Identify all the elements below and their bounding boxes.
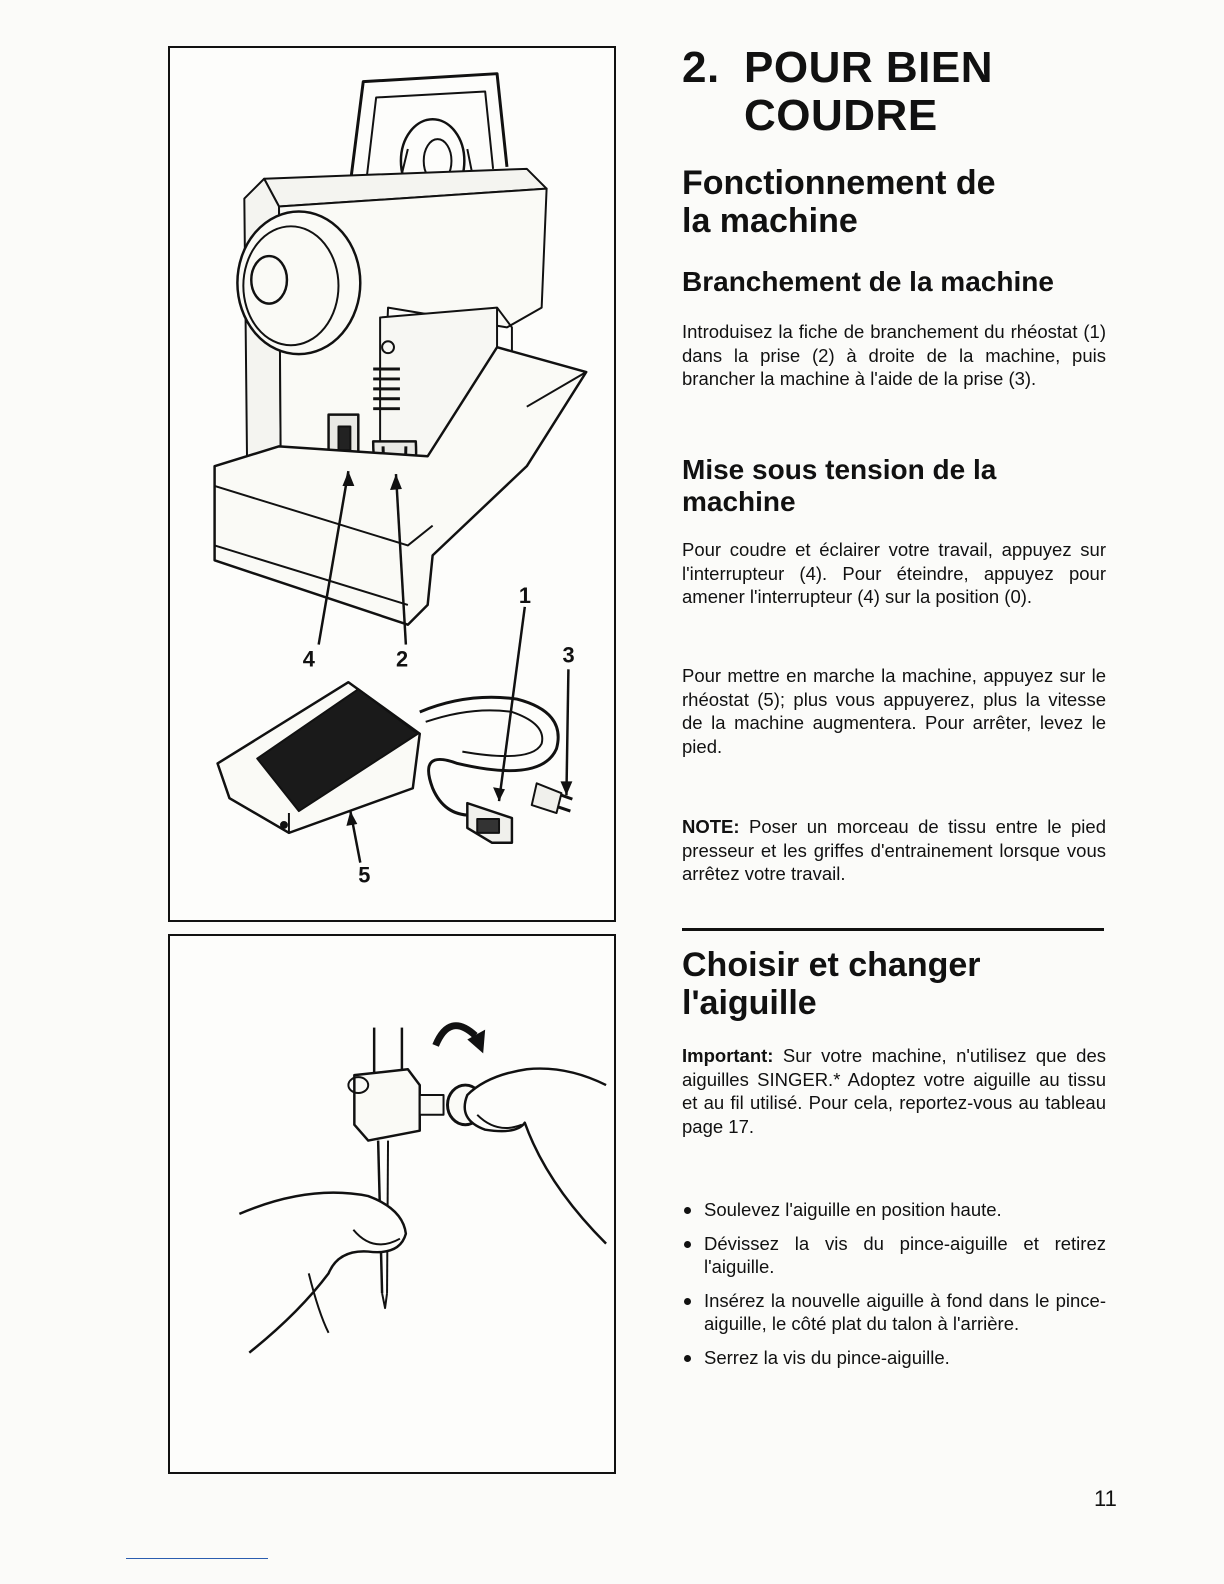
section2-heading-line1: Choisir et changer <box>682 946 981 984</box>
callout-1: 1 <box>518 582 531 608</box>
needle-change-drawing <box>170 936 614 1472</box>
chapter-number: 2. <box>682 43 720 92</box>
list-item: Soulevez l'aiguille en position haute. <box>682 1198 1106 1222</box>
sub1-heading: Branchement de la machine <box>682 266 1054 297</box>
section1-heading-line1: Fonctionnement de <box>682 164 996 202</box>
chapter-title <box>682 44 993 140</box>
note-label: NOTE: <box>682 816 740 837</box>
sub2-heading-line2: machine <box>682 486 796 517</box>
section2-heading-line2: l'aiguille <box>682 984 817 1022</box>
sewing-machine-drawing <box>170 48 614 920</box>
needle-steps-list <box>682 1198 1106 1379</box>
sub2-text2: Pour mettre en marche la machine, appuyez sur le rhéostat (5); plus vous appuyerez, plus la vitesse de la machine augmentera. Pour arrêter, levez le pied. <box>682 665 1106 757</box>
bullet-icon <box>684 1241 691 1248</box>
section1-heading-line2: la machine <box>682 202 858 240</box>
bullet-icon <box>684 1207 691 1214</box>
list-item: Insérez la nouvelle aiguille à fond dans le pince-aiguille, le côté plat du talon à l'arrière. <box>682 1289 1106 1336</box>
important-text: Sur votre machine, n'utilisez que des aiguilles SINGER.* Adoptez votre aiguille au tissu et au fil utilisé. Pour cela, reportez-vous au tableau page 17. <box>682 1045 1106 1137</box>
important-paragraph <box>682 1044 1106 1138</box>
page-number: 11 <box>1094 1486 1117 1511</box>
sub2-heading <box>682 454 996 518</box>
callout-2: 2 <box>395 646 409 672</box>
chapter-title-line1: POUR BIEN <box>744 43 993 92</box>
section1-heading <box>682 164 996 240</box>
needle-illustration <box>168 934 616 1474</box>
note-paragraph <box>682 815 1106 886</box>
machine-illustration <box>168 46 616 922</box>
sub2-heading-line1: Mise sous tension de la <box>682 454 997 485</box>
callout-5: 5 <box>358 862 371 888</box>
sub2-text1: Pour coudre et éclairer votre travail, appuyez sur l'interrupteur (4). Pour éteindre, appuyez pour amener l'interrupteur (4) sur la position (0). <box>682 539 1106 607</box>
bullet-icon <box>684 1298 691 1305</box>
section2-heading <box>682 946 981 1022</box>
important-label: Important: <box>682 1045 774 1066</box>
callout-4: 4 <box>302 646 315 672</box>
sub1-text: Introduisez la fiche de branchement du rhéostat (1) dans la prise (2) à droite de la machine, puis brancher la machine à l'aide de la prise (3). <box>682 321 1106 389</box>
footer-divider <box>126 1558 268 1559</box>
bullet-icon <box>684 1355 691 1362</box>
section-divider <box>682 928 1104 931</box>
note-text: Poser un morceau de tissu entre le pied presseur et les griffes d'entrainement lorsque vous arrêtez votre travail. <box>682 816 1106 884</box>
list-item: Dévissez la vis du pince-aiguille et retirez l'aiguille. <box>682 1232 1106 1279</box>
chapter-title-line2: COUDRE <box>744 91 938 140</box>
list-item: Serrez la vis du pince-aiguille. <box>682 1346 1106 1370</box>
callout-3: 3 <box>562 642 575 668</box>
